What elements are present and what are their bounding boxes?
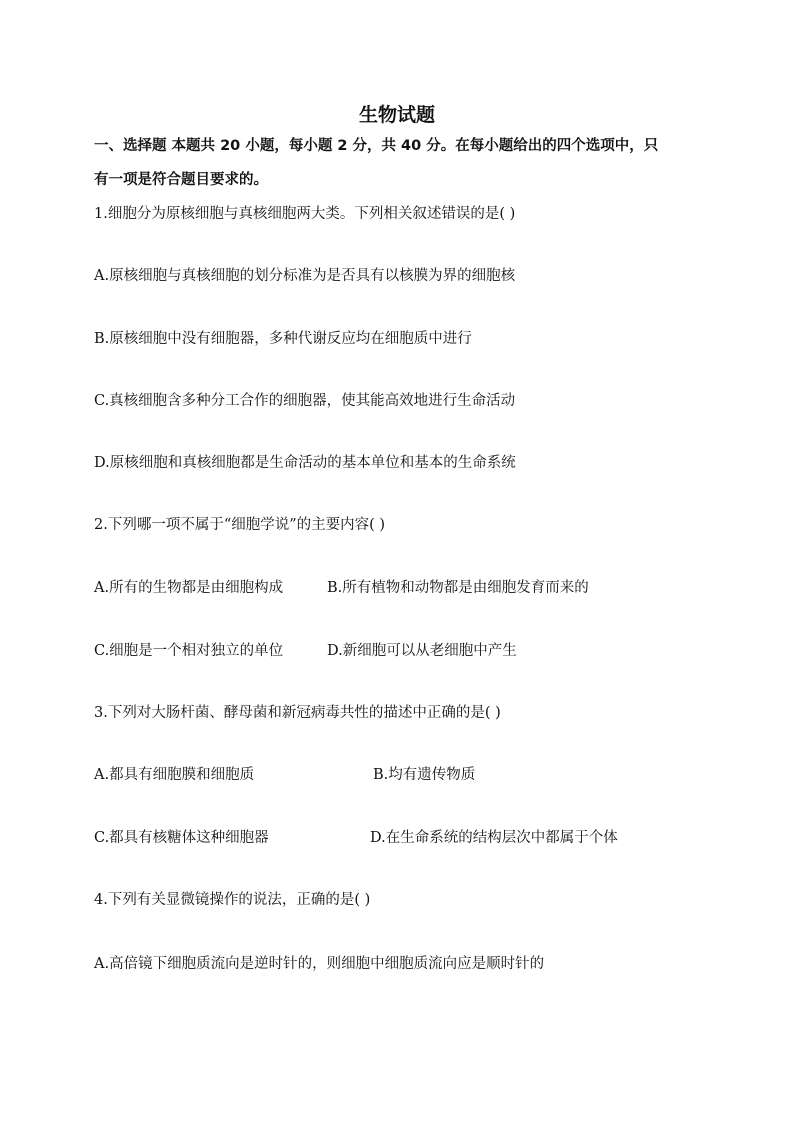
question-4-option-a: A.高倍镜下细胞质流向是逆时针的，则细胞中细胞质流向应是顺时针的 — [94, 956, 545, 972]
question-2-option-d: D.新细胞可以从老细胞中产生 — [327, 643, 517, 659]
section-instructions-line-1: 一、选择题 本题共 20 小题，每小题 2 分，共 40 分。在每小题给出的四个选项中，只 — [94, 138, 659, 154]
question-2-option-c: C.细胞是一个相对独立的单位 — [94, 643, 284, 659]
page-title: 生物试题 — [358, 104, 435, 126]
question-2-stem: 2.下列哪一项不属于“细胞学说”的主要内容( ) — [94, 517, 386, 533]
question-2-option-a: A.所有的生物都是由细胞构成 — [94, 580, 284, 596]
question-3-option-c: C.都具有核糖体这种细胞器 — [94, 830, 269, 846]
question-3-stem: 3.下列对大肠杆菌、酵母菌和新冠病毒共性的描述中正确的是( ) — [94, 705, 501, 721]
question-1-option-d: D.原核细胞和真核细胞都是生命活动的基本单位和基本的生命系统 — [94, 455, 516, 471]
section-instructions-line-2: 有一项是符合题目要求的。 — [94, 172, 268, 188]
question-3-option-a: A.都具有细胞膜和细胞质 — [94, 767, 255, 783]
question-3-option-d: D.在生命系统的结构层次中都属于个体 — [370, 830, 618, 846]
question-1-option-b: B.原核细胞中没有细胞器，多种代谢反应均在细胞质中进行 — [94, 331, 472, 347]
question-2-option-b: B.所有植物和动物都是由细胞发育而来的 — [327, 580, 589, 596]
question-1-option-c: C.真核细胞含多种分工合作的细胞器，使其能高效地进行生命活动 — [94, 393, 516, 409]
question-1-stem: 1.细胞分为原核细胞与真核细胞两大类。下列相关叙述错误的是( ) — [94, 206, 516, 222]
question-1-option-a: A.原核细胞与真核细胞的划分标准为是否具有以核膜为界的细胞核 — [94, 268, 516, 284]
question-4-stem: 4.下列有关显微镜操作的说法，正确的是( ) — [94, 892, 371, 908]
question-3-option-b: B.均有遗传物质 — [373, 767, 476, 783]
